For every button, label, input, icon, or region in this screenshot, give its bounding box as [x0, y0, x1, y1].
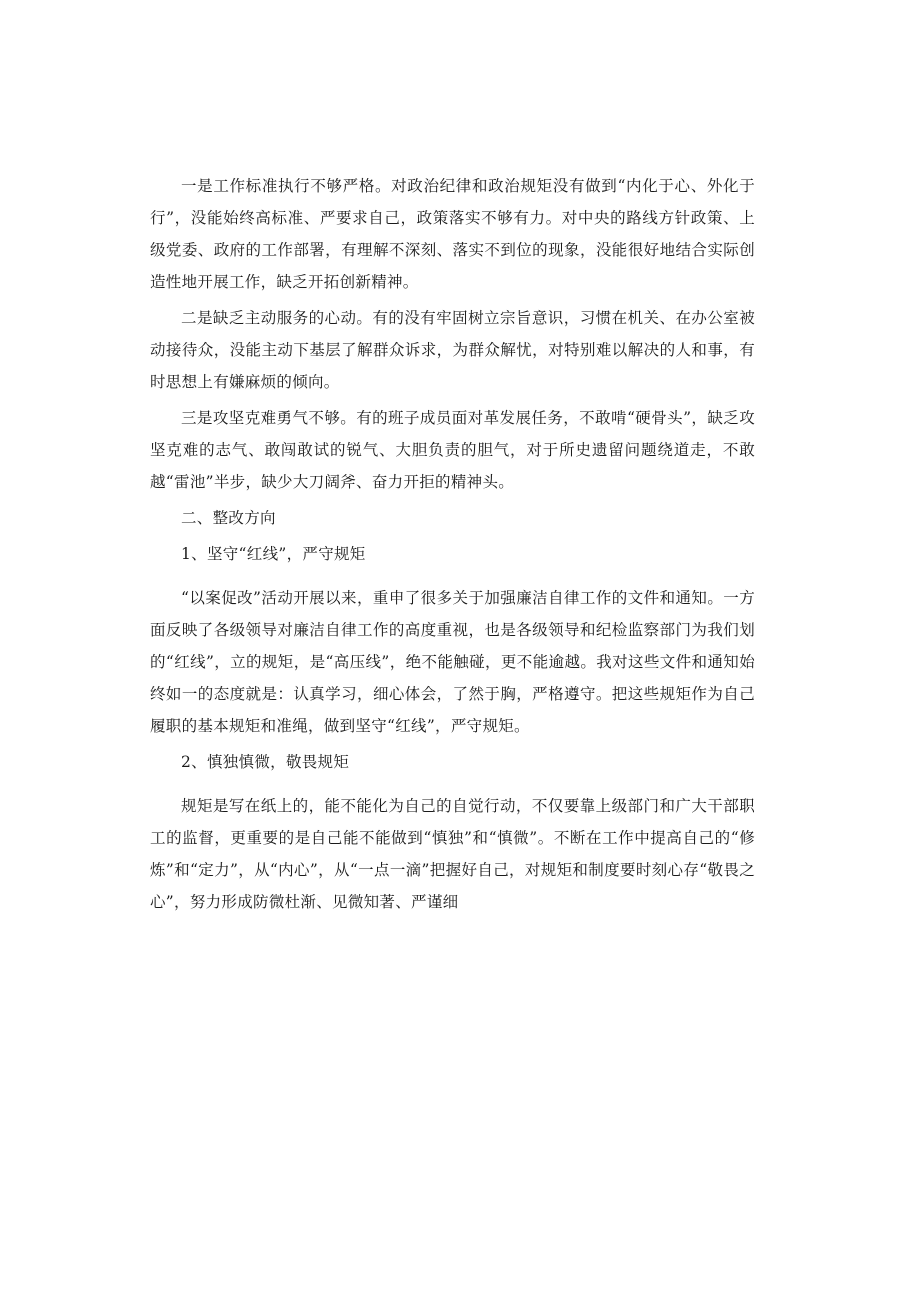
paragraph-issue-two: 二是缺乏主动服务的心动。有的没有牢固树立宗旨意识，习惯在机关、在办公室被动接待众，没能主动下基层了解群众诉求，为群众解忧，对特别难以解决的人和事，有时思想上有嫌麻烦的倾向。	[150, 309, 755, 391]
subsection-paragraph-2: 规矩是写在纸上的，能不能化为自己的自觉行动，不仅要靠上级部门和广大干部职工的监督，更重要的是自己能不能做到“慎独”和“慎微”。不断在工作中提高自己的“修炼”和“定力”，从“内心”，从“一点一滴”把握好自己，对规矩和制度要时刻心存“敬畏之心”，努力形成防微杜渐、见微知著、严谨细	[150, 797, 755, 911]
subsection-paragraph-1: “以案促改”活动开展以来，重申了很多关于加强廉洁自律工作的文件和通知。一方面反映了各级领导对廉洁自律工作的高度重视，也是各级领导和纪检监察部门为我们划的“红线”，立的规矩，是“高压线”，绝不能触碰，更不能逾越。我对这些文件和通知始终如一的态度就是：认真学习，细心体会，了然于胸，严格遵守。把这些规矩作为自己履职的基本规矩和准绳，做到坚守“红线”，严守规矩。	[150, 589, 755, 735]
subsection-heading-1: 1、坚守“红线”，严守规矩	[181, 545, 366, 563]
paragraph-issue-one: 一是工作标准执行不够严格。对政治纪律和政治规矩没有做到“内化于心、外化于行”，没能始终高标准、严要求自己，政策落实不够有力。对中央的路线方针政策、上级党委、政府的工作部署，有理解不深刻、落实不到位的现象，没能很好地结合实际创造性地开展工作，缺乏开拓创新精神。	[150, 177, 755, 291]
document-body	[150, 170, 755, 918]
subsection-heading-2: 2、慎独慎微，敬畏规矩	[181, 753, 350, 771]
section-heading: 二、整改方向	[181, 509, 276, 527]
paragraph-issue-three: 三是攻坚克难勇气不够。有的班子成员面对革发展任务，不敢啃“硬骨头”，缺乏攻坚克难的志气、敢闯敢试的锐气、大胆负责的胆气，对于所史遗留问题绕道走，不敢越“雷池”半步，缺少大刀阔斧、奋力开拒的精神头。	[150, 409, 755, 491]
